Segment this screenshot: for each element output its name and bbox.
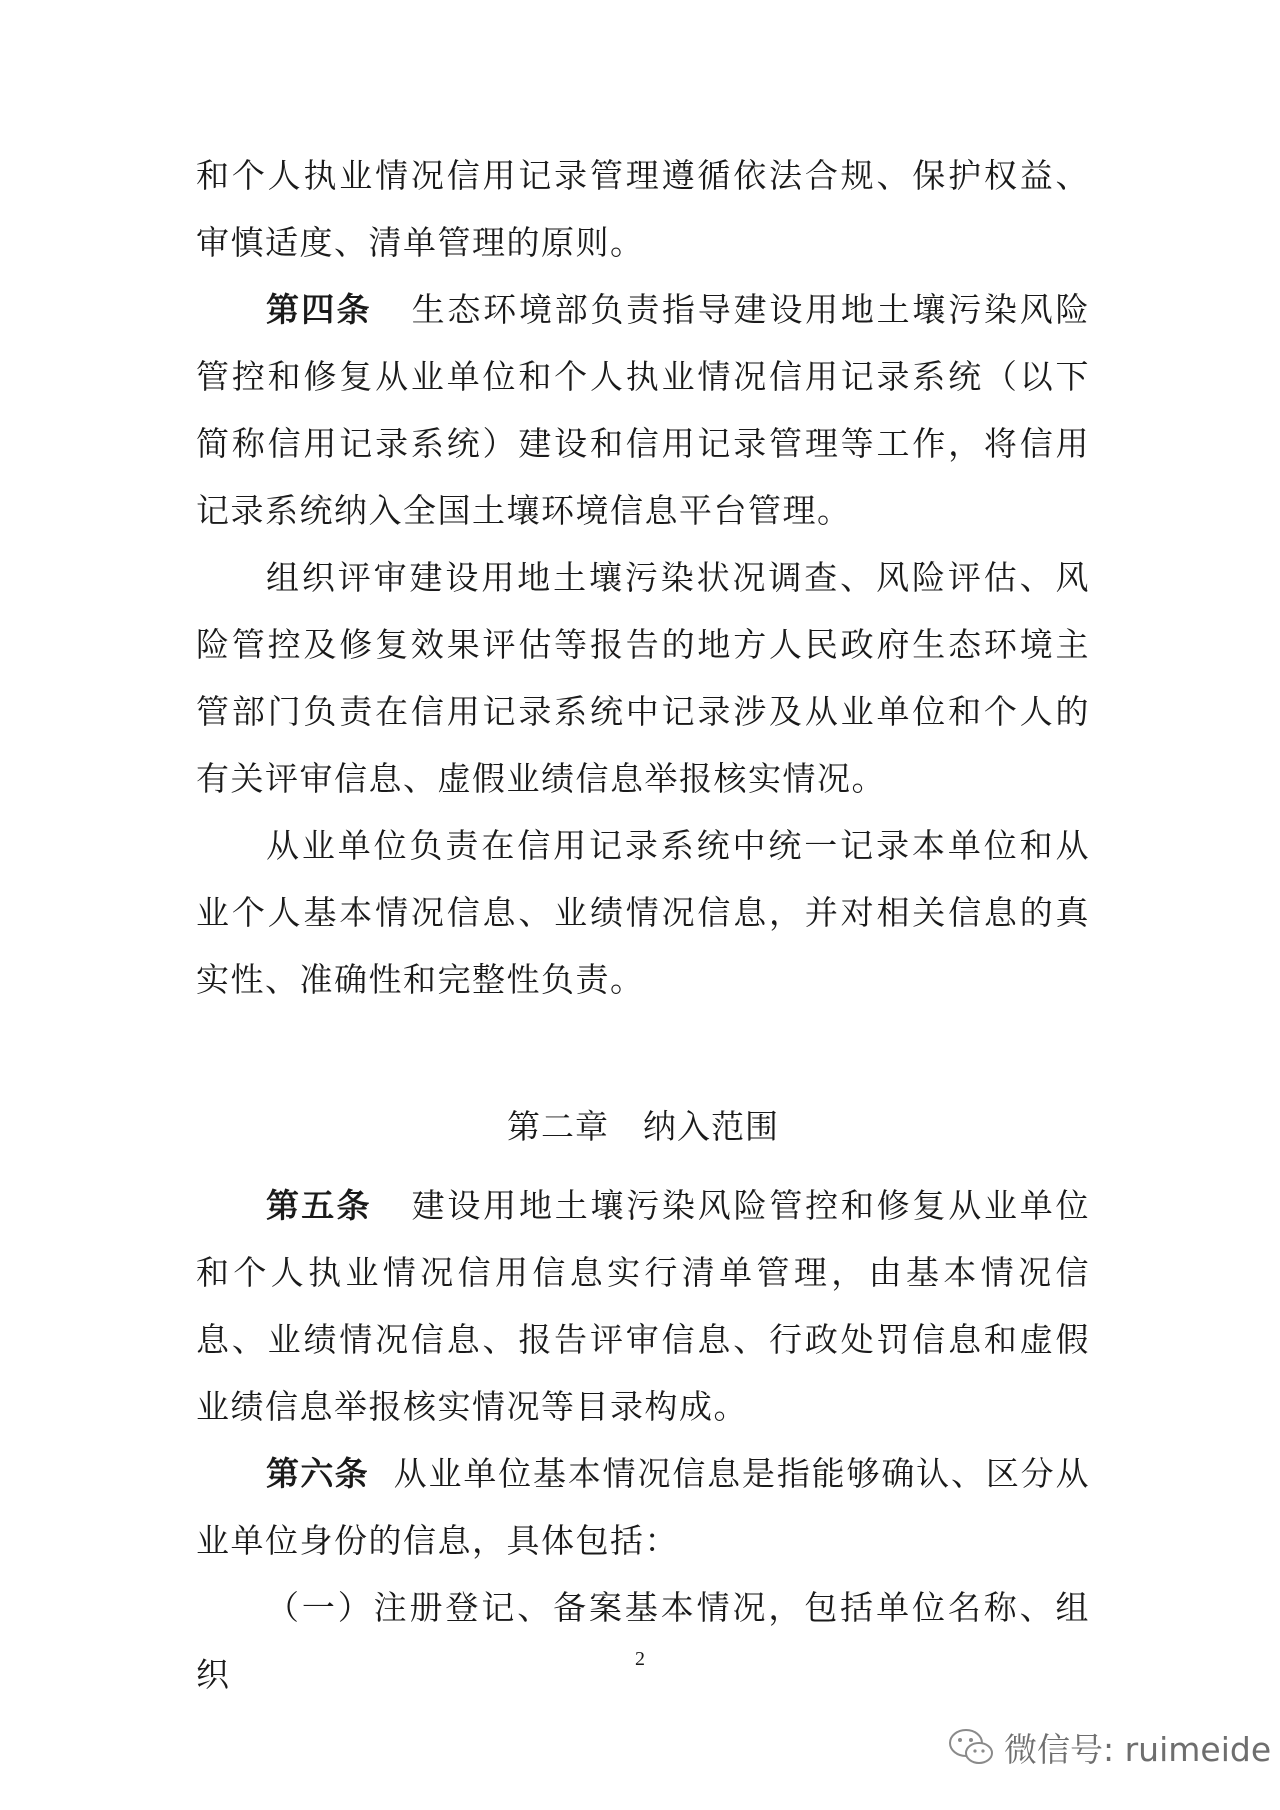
list-item-1: （一）注册登记、备案基本情况，包括单位名称、组织	[196, 1588, 1090, 1694]
article-5-paragraph	[196, 1172, 1090, 1440]
wechat-watermark	[948, 1722, 1271, 1772]
article-6-paragraph	[196, 1440, 1090, 1574]
paragraph-continuation: 和个人执业情况信用记录管理遵循依法合规、保护权益、审慎适度、清单管理的原则。	[196, 156, 1090, 262]
article-6-heading: 第六条	[266, 1454, 370, 1493]
paragraph-unit-responsibility: 从业单位负责在信用记录系统中统一记录本单位和从业个人基本情况信息、业绩情况信息，并对相关信息的真实性、准确性和完整性负责。	[196, 826, 1090, 999]
article-5-heading: 第五条	[266, 1186, 372, 1225]
document-body	[196, 142, 1090, 1708]
article-4-text: 生态环境部负责指导建设用地土壤污染风险管控和修复从业单位和个人执业情况信用记录系统（以下简称信用记录系统）建设和信用记录管理等工作，将信用记录系统纳入全国土壤环境信息平台管理。	[196, 290, 1091, 530]
article-6-text: 从业单位基本情况信息是指能够确认、区分从业单位身份的信息，具体包括：	[196, 1454, 1091, 1560]
paragraph-review-agencies: 组织评审建设用地土壤污染状况调查、风险评估、风险管控及修复效果评估等报告的地方人民政府生态环境主管部门负责在信用记录系统中记录涉及从业单位和个人的有关评审信息、虚假业绩信息举报核实情况。	[196, 558, 1090, 798]
article-5-text: 建设用地土壤污染风险管控和修复从业单位和个人执业情况信用信息实行清单管理，由基本情况信息、业绩情况信息、报告评审信息、行政处罚信息和虚假业绩信息举报核实情况等目录构成。	[196, 1186, 1091, 1426]
chapter-number: 第二章	[507, 1107, 609, 1146]
page-number: 2	[635, 1648, 645, 1670]
chapter-heading	[196, 1093, 1090, 1160]
chapter-title: 纳入范围	[643, 1107, 779, 1146]
watermark-text: 微信号: ruimeide	[1004, 1729, 1272, 1769]
wechat-icon	[948, 1727, 994, 1767]
article-4-heading: 第四条	[266, 290, 372, 329]
article-4-paragraph	[196, 276, 1090, 544]
section-gap	[196, 1013, 1090, 1093]
